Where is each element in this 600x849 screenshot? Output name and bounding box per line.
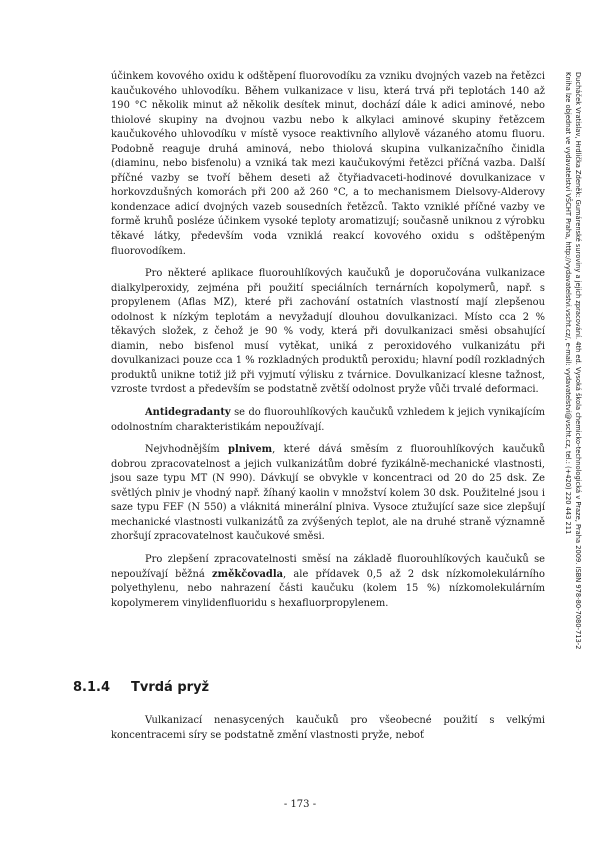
paragraph xyxy=(111,267,545,398)
paragraph xyxy=(111,714,545,743)
section-body-text xyxy=(111,714,545,751)
side-note-line-1: Ducháček Vratislav, Hrdlička Zdeněk: Gumárenské suroviny a jejich zpracování. 4th ed. Vysoká škola chemicko-technologická v Praze, Praha 2009. ISBN 978-80-7080-713-2 xyxy=(574,72,582,650)
text-run: Pro některé aplikace fluorouhlíkových kaučuků je doporučována vulkanizace dialkylperoxidy, zejména při použití speciálních ternárních kopolymerů, např. s propylenem (Aflas MZ), které při zachování ostatních vlastností mají zlepšenou odolnost k nízkým teplotám a nevyžadují dlouhou dovulkanizaci. Místo cca 2 % těkavých složek, z čehož je 90 % vody, která při dovulkanizaci směsi obsahující diamin, nebo bisfenol musí vytěkat, uniká z peroxidového vulkanizátu při dovulkanizaci pouze cca 1 % rozkladných produktů peroxidu; hlavní podíl rozkladných produktů unikne totiž již při vyjmutí výlisku z tvárnice. Dovulkanizací klesne tažnost, vzroste tvrdost a především se podstatně zvětší odolnost pryže vůči trvalé deformaci. xyxy=(111,268,545,396)
side-copyright-note xyxy=(564,72,600,722)
body-text xyxy=(111,70,545,619)
section-heading xyxy=(73,680,543,695)
section-number: 8.1.4 xyxy=(73,680,111,695)
text-run: , které dává směsím z fluorouhlíkových kaučuků dobrou zpracovatelnost a jejich vulkanizátům dobré fyzikálně-mechanické vlastnosti, jsou saze typu MT (N 990). Dávkují se obvykle v koncentraci od 20 do 25 dsk. Ze světlých plniv je vhodný např. žíhaný kaolin v množství kolem 30 dsk. Použitelné jsou i saze typu FEF (N 550) a vláknitá minerální plniva. Vysoce ztužující saze sice zlepšují mechanické vlastnosti vulkanizátů za zvýšených teplot, ale na druhé straně významně zhoršují zpracovatelnost kaučukové směsi. xyxy=(111,444,545,543)
text-run: Pro zlepšení zpracovatelnosti směsí na základě fluorouhlíkových kaučuků se nepoužívají běžná xyxy=(111,553,545,580)
text-run: Vulkanizací nenasycených kaučuků pro všeobecné použití s velkými koncentracemi síry se podstatně změní vlastnosti pryže, neboť xyxy=(111,715,545,741)
text-run: Nejvhodnějším xyxy=(145,444,229,456)
paragraph xyxy=(111,443,545,545)
text-run: , ale přídavek 0,5 až 2 dsk nízkomolekulárního polyethylenu, nebo nahrazení části kaučuku (kolem 15 %) nízkomolekulárním kopolymerem vinylidenfluoridu s hexafluorpropylenem. xyxy=(111,568,545,609)
text-run: se do fluorouhlíkových kaučuků vzhledem k jejich vynikajícím odolnostním charakteristikám nepoužívají. xyxy=(111,407,545,433)
bold-term: změkčovadla xyxy=(212,568,283,580)
paragraph xyxy=(111,70,545,259)
paragraph xyxy=(111,406,545,435)
bold-term: plnivem xyxy=(228,444,273,456)
section-title: Tvrdá pryž xyxy=(131,680,210,695)
paragraph xyxy=(111,553,545,611)
side-note-line-2: Kniha lze objednat ve vydavatelství VŠCHT Praha, http://vydavatelstvi.vscht.cz/, e-mail: vydavatelstvi@vscht.cz, tel.: (+420) 220 443 211 xyxy=(564,72,572,535)
bold-term: Antidegradanty xyxy=(145,407,231,419)
text-run: účinkem kovového oxidu k odštěpení fluorovodíku za vzniku dvojných vazeb na řetězci kaučukového uhlovodíku. Během vulkanizace v lisu, která trvá při teplotách 140 až 190 °C několik minut až několik desítek minut, dochází dále k adici aminové, nebo thiolové skupiny na dvojnou vazbu nebo k alkylaci aminové skupiny řetězcem kaučukového uhlovodíku v místě vysoce reaktivního allylově vázaného atomu fluoru. Podobně reaguje druhá aminová, nebo thiolová skupina vulkanizačního činidla (diaminu, nebo bisfenolu) a vzniká tak mezi kaučukovými řetězci příčná vazba. Další příčné vazby se tvoří během deseti až čtyřiadvaceti-hodinové dovulkanizace v horkovzdušných komorách při 200 až 260 °C, a to mechanismem Dielsovy-Alderovy kondenzace adicí dvojných vazeb sousedních řetězců. Takto vzniklé příčné vazby ve formě kruhů posléze účinkem vysoké teploty aromatizují; současně uniknou z výrobku těkavé látky, především voda vzniklá reakcí kovového oxidu s odštěpeným fluorovodíkem. xyxy=(111,71,545,257)
page-number: - 173 - xyxy=(283,799,317,810)
